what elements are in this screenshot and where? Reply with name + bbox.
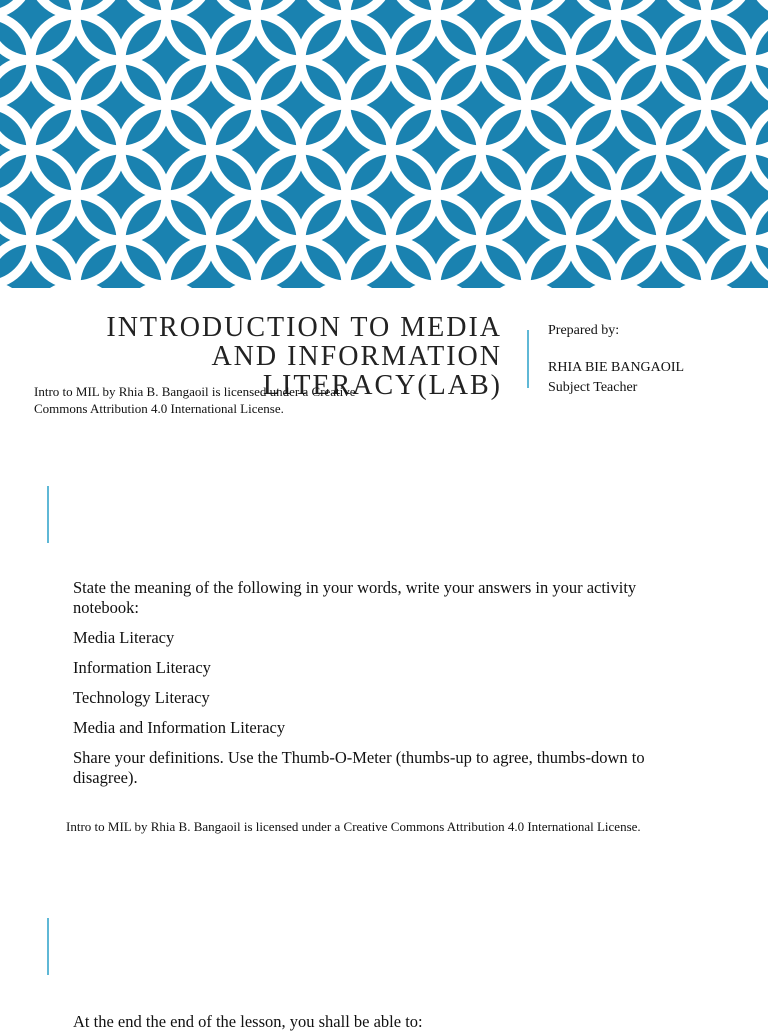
list-item: Media Literacy [73,628,175,647]
banner-pattern [0,0,768,288]
list-item: Technology Literacy [73,688,210,707]
divider-line [527,330,529,388]
instruction-text: State the meaning of the following in your words, write your answers in your activity notebook: [73,578,637,617]
objectives-intro: At the end the end of the lesson, you shall be able to: [73,1012,423,1031]
license-notice: Intro to MIL by Rhia B. Bangaoil is licensed under a Creative Commons Attribution 4.0 International License. [34,384,356,416]
list-item: Information Literacy [73,658,211,677]
slide2-license-notice: Intro to MIL by Rhia B. Bangaoil is licensed under a Creative Commons Attribution 4.0 International License. [66,819,641,834]
list-item: Media and Information Literacy [73,718,286,737]
slide2-accent-line [47,486,49,543]
share-instruction: Share your definitions. Use the Thumb-O-Meter (thumbs-up to agree, thumbs-down to disagree). [73,748,645,787]
slide-title: INTRODUCTION TO MEDIA AND INFORMATION LITERACY(LAB) [106,312,502,401]
prepared-by-label: Prepared by: [548,323,620,338]
slide3-accent-line [47,918,49,975]
slide2-content [73,578,673,798]
author-role: Subject Teacher [548,380,638,395]
author-name: RHIA BIE BANGAOIL [548,360,685,375]
